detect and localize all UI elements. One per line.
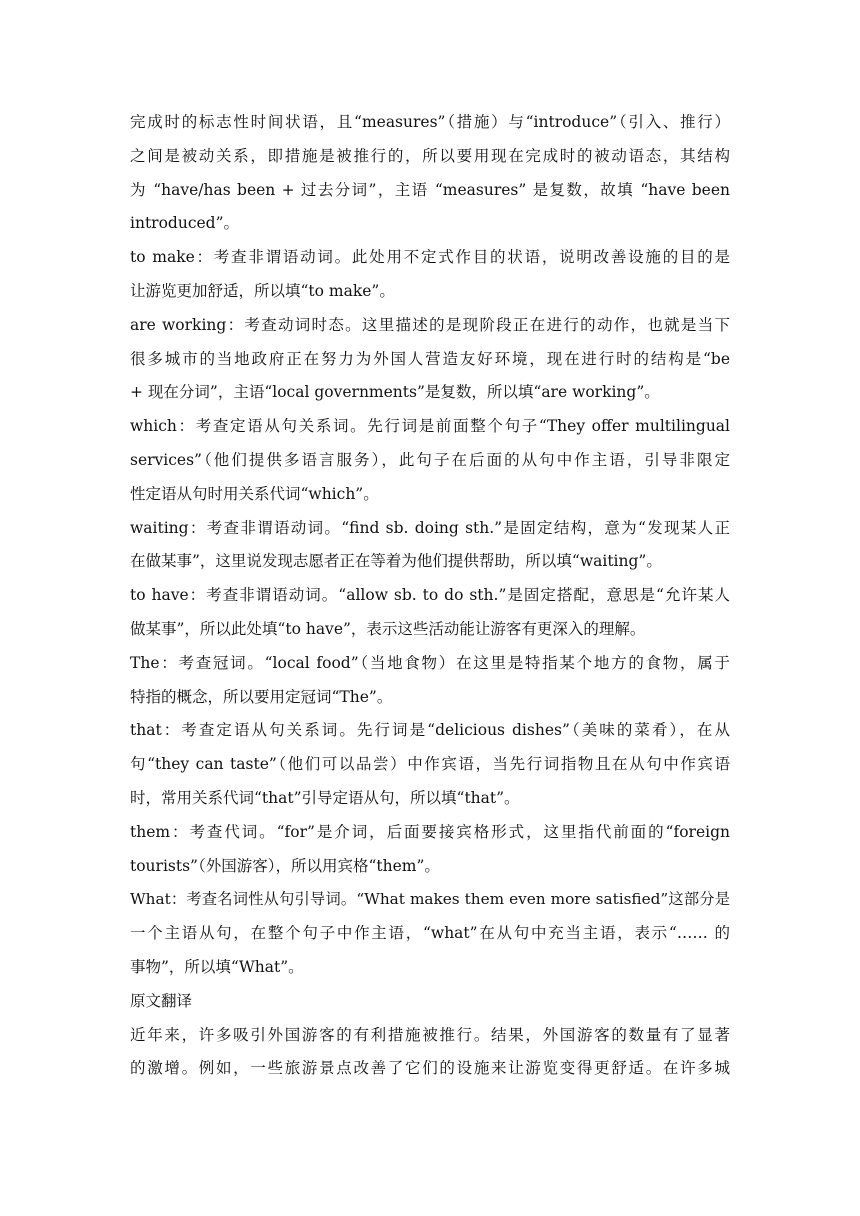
- text-line: which：考查定语从句关系词。先行词是前面整个句子“They offer multilingual: [130, 417, 730, 436]
- text-line: 在做某事”，这里说发现志愿者正在等着为他们提供帮助，所以填“waiting”。: [130, 552, 662, 571]
- section-heading: 原文翻译: [130, 991, 193, 1010]
- text-line: that：考查定语从句关系词。先行词是“delicious dishes”（美味的菜肴），在从: [130, 721, 730, 740]
- text-line: 完成时的标志性时间状语，且“measures”（措施）与“introduce”（引入、推行）: [130, 113, 730, 131]
- text-line: are working：考查动词时态。这里描述的是现阶段正在进行的动作，也就是当下: [130, 315, 730, 334]
- text-line: them：考查代词。“for”是介词，后面要接宾格形式，这里指代前面的“foreign: [130, 822, 730, 841]
- text-line: 让游览更加舒适，所以填“to make”。: [130, 281, 395, 300]
- text-line: 事物”，所以填“What”。: [130, 957, 304, 976]
- text-line: 很多城市的当地政府正在努力为外国人营造友好环境，现在进行时的结构是“be: [130, 349, 730, 368]
- text-line: + 现在分词”，主语“local governments”是复数，所以填“are working”。: [130, 383, 660, 402]
- text-line: 近年来，许多吸引外国游客的有利措施被推行。结果，外国游客的数量有了显著: [130, 1025, 730, 1044]
- text-line: 之间是被动关系，即措施是被推行的，所以要用现在完成时的被动语态，其结构: [130, 146, 730, 165]
- text-line: to make：考查非谓语动词。此处用不定式作目的状语，说明改善设施的目的是: [130, 248, 730, 267]
- text-line: tourists”（外国游客），所以用宾格“them”。: [130, 856, 440, 875]
- text-line: 性定语从句时用关系代词“which”。: [130, 484, 379, 503]
- text-line: introduced”。: [130, 214, 240, 233]
- document-body: [130, 106, 730, 1086]
- text-line: What：考查名词性从句引导词。“What makes them even more satisfied”这部分是: [130, 890, 730, 909]
- text-line: 时，常用关系代词“that”引导定语从句，所以填“that”。: [130, 788, 520, 807]
- text-line: 为 “have/has been + 过去分词”，主语 “measures” 是复数，故填 “have been: [130, 180, 730, 199]
- text-line: 做某事”，所以此处填“to have”，表示这些活动能让游客有更深入的理解。: [130, 619, 646, 638]
- text-line: to have：考查非谓语动词。“allow sb. to do sth.”是固定搭配，意思是“允许某人: [130, 586, 730, 605]
- text-line: 的激增。例如，一些旅游景点改善了它们的设施来让游览变得更舒适。在许多城: [130, 1059, 730, 1078]
- text-line: 句“they can taste”（他们可以品尝）中作宾语，当先行词指物且在从句中作宾语: [130, 755, 730, 774]
- text-line: The：考查冠词。“local food”（当地食物）在这里是特指某个地方的食物，属于: [130, 653, 730, 672]
- text-line: services”（他们提供多语言服务），此句子在后面的从句中作主语，引导非限定: [130, 450, 730, 469]
- text-line: 一个主语从句，在整个句子中作主语，“what”在从句中充当主语，表示“…… 的: [130, 924, 730, 943]
- text-line: 特指的概念，所以要用定冠词“The”。: [130, 687, 393, 706]
- text-line: waiting：考查非谓语动词。“find sb. doing sth.”是固定结构，意为“发现某人正: [130, 518, 730, 537]
